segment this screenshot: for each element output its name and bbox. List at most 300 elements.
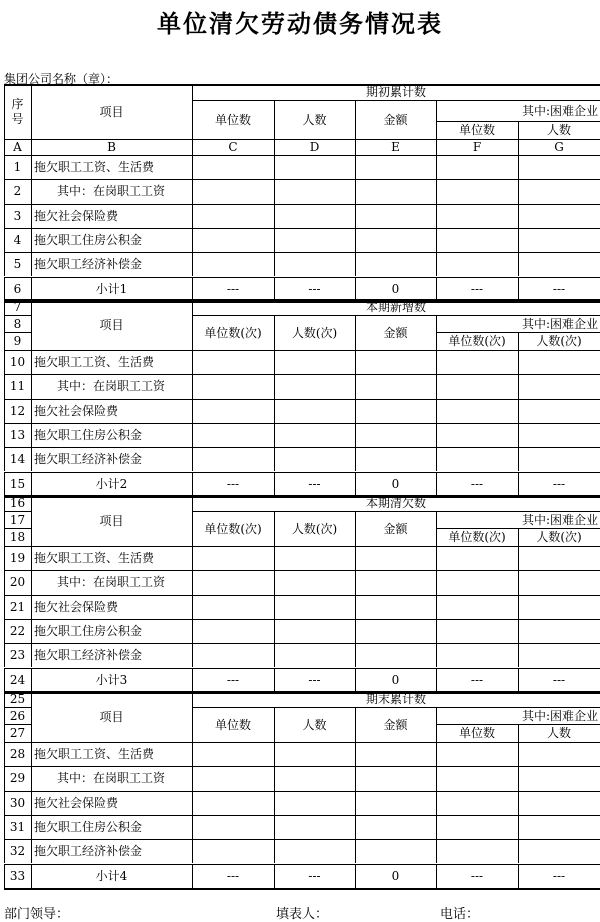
value-cell [274, 350, 355, 374]
value-cell: 0 [391, 672, 400, 687]
grid-line [4, 374, 5, 398]
grid-line [436, 447, 437, 471]
dept-leader-label: 部门领导： [4, 907, 70, 922]
grid-line [436, 228, 437, 252]
grid-line [436, 252, 437, 276]
grid-line [4, 228, 5, 252]
grid-line [274, 707, 275, 742]
item-label: 拖欠社会保险费 [34, 208, 119, 223]
grid-line [355, 570, 356, 594]
grid-line [31, 139, 32, 155]
seq-cell: 31 [9, 820, 26, 835]
value-cell [274, 252, 355, 276]
grid-line [436, 864, 437, 888]
grid-line [31, 595, 32, 619]
grid-line [355, 277, 356, 301]
grid-line [192, 643, 193, 667]
grid-line [4, 155, 5, 179]
grid-line [31, 742, 32, 766]
grid-line [31, 619, 32, 643]
grid-line [355, 668, 356, 692]
grid-line [355, 139, 356, 155]
grid-line [436, 511, 437, 546]
value-cell [192, 791, 274, 815]
grid-line [274, 139, 275, 155]
grid-line [436, 350, 437, 374]
grid-line [4, 350, 5, 374]
grid-line [274, 399, 275, 423]
grid-line [274, 204, 275, 228]
grid-line [436, 139, 437, 155]
grid-line [192, 815, 193, 839]
grid-line [192, 546, 193, 570]
value-cell [436, 643, 518, 667]
grid-line [355, 643, 356, 667]
grid-line [518, 643, 519, 667]
value-cell: --- [226, 476, 240, 491]
grid-line [355, 100, 356, 139]
item-label: 其中：在岗职工工资 [57, 184, 166, 199]
seq-cell: 7 [13, 300, 22, 314]
grid-line [4, 299, 5, 350]
grid-line [31, 350, 32, 374]
grid-line [31, 766, 32, 790]
seq-cell: 12 [9, 403, 26, 418]
value-cell: --- [552, 672, 566, 687]
grid-line [192, 495, 193, 546]
grid-line [192, 791, 193, 815]
grid-line [31, 399, 32, 423]
grid-line [518, 423, 519, 447]
value-cell [192, 643, 274, 667]
column-header: 人数(次) [291, 325, 338, 340]
phone-label: 电话： [440, 907, 480, 922]
value-cell [274, 619, 355, 643]
grid-line [355, 155, 356, 179]
value-cell [518, 619, 600, 643]
seq-cell: 18 [9, 530, 26, 544]
item-header: 项目 [99, 513, 124, 528]
value-cell [518, 742, 600, 766]
value-cell [192, 204, 274, 228]
value-cell [192, 815, 274, 839]
column-letter: F [472, 140, 482, 154]
item-label: 其中：在岗职工工资 [57, 771, 166, 786]
grid-line [436, 374, 437, 398]
grid-line [192, 472, 193, 496]
grid-line [4, 252, 5, 276]
value-cell: --- [470, 281, 484, 296]
grid-line [274, 315, 275, 350]
value-cell [274, 204, 355, 228]
grid-line [31, 495, 32, 546]
grid-line [518, 791, 519, 815]
item-label: 拖欠职工住房公积金 [34, 428, 143, 443]
grid-line [274, 179, 275, 203]
grid-line [4, 299, 600, 301]
seq-cell: 10 [9, 355, 26, 370]
grid-line [355, 707, 356, 742]
grid-line [192, 766, 193, 790]
grid-line [192, 100, 600, 101]
grid-line [274, 277, 275, 301]
value-cell: --- [470, 672, 484, 687]
grid-line [31, 570, 32, 594]
grid-line [355, 179, 356, 203]
grid-line [4, 839, 5, 863]
grid-line [4, 815, 5, 839]
grid-line [436, 546, 437, 570]
grid-line [436, 570, 437, 594]
grid-line [518, 528, 519, 546]
value-cell [518, 350, 600, 374]
grid-line [192, 299, 193, 350]
column-letter: B [107, 140, 116, 154]
value-cell [274, 839, 355, 863]
value-cell: --- [470, 868, 484, 883]
grid-line [31, 179, 32, 203]
grid-line [355, 315, 356, 350]
grid-line [436, 839, 437, 863]
grid-line [518, 766, 519, 790]
grid-line [355, 374, 356, 398]
value-cell [436, 204, 518, 228]
grid-line [192, 570, 193, 594]
grid-line [274, 815, 275, 839]
value-cell [355, 252, 436, 276]
grid-line [192, 595, 193, 619]
seq-header: 序 号 [11, 97, 24, 126]
item-label: 拖欠职工住房公积金 [34, 820, 143, 835]
value-cell [274, 399, 355, 423]
grid-line [4, 423, 5, 447]
item-label: 拖欠社会保险费 [34, 599, 119, 614]
value-cell [518, 447, 600, 471]
grid-line [4, 724, 31, 725]
grid-line [4, 691, 600, 693]
value-cell [518, 228, 600, 252]
grid-line [4, 766, 5, 790]
value-cell [436, 546, 518, 570]
seq-cell: 9 [13, 334, 22, 348]
value-cell [518, 766, 600, 790]
grid-line [192, 742, 193, 766]
hard-column-header: 人数(次) [536, 530, 582, 544]
grid-line [355, 511, 356, 546]
value-cell: --- [308, 281, 321, 296]
seq-cell: 25 [9, 692, 26, 706]
value-cell [355, 742, 436, 766]
column-letter: A [13, 140, 22, 154]
subtotal-label: 小计3 [95, 672, 128, 687]
grid-line [274, 643, 275, 667]
grid-line [4, 204, 5, 228]
hard-column-header: 单位数(次) [448, 334, 506, 348]
value-cell [274, 742, 355, 766]
grid-line [518, 374, 519, 398]
value-cell [436, 447, 518, 471]
value-cell [355, 766, 436, 790]
column-header: 金额 [383, 717, 408, 732]
seq-cell: 14 [9, 452, 26, 467]
value-cell [518, 252, 600, 276]
grid-line [355, 791, 356, 815]
grid-line [192, 423, 193, 447]
grid-line [436, 791, 437, 815]
seq-cell: 6 [13, 281, 22, 296]
value-cell [436, 228, 518, 252]
value-cell [436, 399, 518, 423]
value-cell [436, 570, 518, 594]
grid-line [4, 277, 5, 301]
grid-line [4, 399, 5, 423]
grid-line [518, 742, 519, 766]
value-cell [436, 374, 518, 398]
column-header: 单位数(次) [204, 521, 262, 536]
grid-line [4, 619, 5, 643]
hard-column-header: 单位数 [458, 726, 495, 740]
seq-cell: 11 [9, 379, 26, 394]
grid-line [31, 643, 32, 667]
grid-line [274, 839, 275, 863]
grid-line [4, 707, 31, 708]
grid-line [192, 252, 193, 276]
grid-line [4, 472, 5, 496]
value-cell [274, 447, 355, 471]
grid-line [518, 228, 519, 252]
value-cell [355, 350, 436, 374]
value-cell [274, 179, 355, 203]
grid-line [355, 864, 356, 888]
grid-line [436, 423, 437, 447]
seq-cell: 13 [9, 428, 26, 443]
item-header: 项目 [99, 709, 124, 724]
grid-line [192, 374, 193, 398]
value-cell [518, 423, 600, 447]
value-cell: --- [552, 868, 566, 883]
seq-cell: 30 [9, 795, 26, 810]
seq-cell: 23 [9, 648, 26, 663]
value-cell [192, 766, 274, 790]
value-cell [436, 350, 518, 374]
grid-line [355, 350, 356, 374]
hard-enterprise-label: 其中:困难企业 [521, 316, 598, 331]
grid-line [4, 179, 5, 203]
value-cell: --- [552, 281, 566, 296]
grid-line [274, 472, 275, 496]
hard-column-header: 人数 [546, 123, 571, 137]
company-name-label: 集团公司名称（章）： [4, 72, 119, 86]
value-cell [355, 204, 436, 228]
group-header: 本期新增数 [365, 300, 426, 314]
grid-line [192, 864, 193, 888]
grid-line [274, 423, 275, 447]
seq-cell: 16 [9, 496, 26, 510]
grid-line [436, 155, 437, 179]
column-letter: E [391, 140, 400, 154]
item-label: 其中：在岗职工工资 [57, 379, 166, 394]
seq-cell: 32 [9, 844, 26, 859]
value-cell [192, 374, 274, 398]
grid-line [192, 447, 193, 471]
grid-line [192, 228, 193, 252]
seq-cell: 3 [13, 208, 22, 223]
seq-cell: 28 [9, 747, 26, 762]
value-cell [192, 399, 274, 423]
column-header: 人数 [302, 717, 327, 732]
grid-line [355, 228, 356, 252]
grid-line [436, 707, 437, 742]
grid-line [436, 668, 437, 692]
subtotal-label: 小计2 [95, 476, 128, 491]
grid-line [192, 179, 193, 203]
value-cell [355, 839, 436, 863]
value-cell [192, 742, 274, 766]
value-cell [192, 595, 274, 619]
grid-line [4, 791, 5, 815]
seq-cell: 5 [13, 257, 22, 272]
grid-line [355, 546, 356, 570]
grid-line [192, 155, 193, 179]
seq-cell: 4 [13, 233, 22, 248]
value-cell: --- [308, 476, 321, 491]
grid-line [31, 252, 32, 276]
seq-cell: 24 [9, 672, 26, 687]
grid-line [31, 84, 32, 139]
grid-line [436, 742, 437, 766]
value-cell [355, 374, 436, 398]
grid-line [518, 815, 519, 839]
value-cell [355, 179, 436, 203]
grid-line [518, 139, 519, 155]
item-header: 项目 [99, 317, 124, 332]
item-label: 拖欠职工工资、生活费 [34, 160, 155, 175]
value-cell [192, 179, 274, 203]
value-cell [192, 423, 274, 447]
hard-column-header: 单位数 [458, 123, 495, 137]
grid-line [274, 546, 275, 570]
page-title: 单位清欠劳动债务情况表 [157, 9, 443, 38]
value-cell [355, 228, 436, 252]
grid-line [192, 707, 600, 708]
grid-line [192, 204, 193, 228]
value-cell [274, 228, 355, 252]
grid-line [274, 570, 275, 594]
grid-line [518, 546, 519, 570]
value-cell: --- [308, 868, 321, 883]
grid-line [31, 668, 32, 692]
grid-line [518, 724, 519, 742]
column-header: 金额 [383, 325, 408, 340]
grid-line [518, 839, 519, 863]
grid-line [436, 277, 437, 301]
grid-line [31, 155, 32, 179]
seq-cell: 21 [9, 599, 26, 614]
grid-line [436, 204, 437, 228]
grid-line [518, 399, 519, 423]
grid-line [274, 619, 275, 643]
seq-cell: 2 [13, 184, 22, 199]
grid-line [192, 277, 193, 301]
value-cell [274, 423, 355, 447]
grid-line [518, 570, 519, 594]
value-cell: --- [308, 672, 321, 687]
grid-line [4, 495, 600, 497]
grid-line [274, 668, 275, 692]
grid-line [4, 668, 5, 692]
grid-line [274, 742, 275, 766]
grid-line [355, 766, 356, 790]
grid-line [518, 252, 519, 276]
grid-line [4, 332, 31, 333]
column-header: 单位数 [214, 717, 251, 732]
grid-line [436, 315, 437, 350]
grid-line [436, 766, 437, 790]
value-cell [518, 546, 600, 570]
grid-line [518, 864, 519, 888]
value-cell [436, 815, 518, 839]
value-cell [274, 791, 355, 815]
grid-line [355, 399, 356, 423]
hard-column-header: 人数 [546, 726, 571, 740]
grid-line [355, 447, 356, 471]
grid-line [436, 472, 437, 496]
grid-line [31, 839, 32, 863]
value-cell [355, 643, 436, 667]
grid-line [31, 691, 32, 742]
grid-line [31, 815, 32, 839]
value-cell [355, 815, 436, 839]
grid-line [31, 204, 32, 228]
grid-line [518, 350, 519, 374]
grid-line [31, 447, 32, 471]
value-cell [355, 546, 436, 570]
grid-line [355, 472, 356, 496]
grid-line [274, 791, 275, 815]
value-cell: --- [470, 476, 484, 491]
column-header: 金额 [383, 112, 408, 127]
item-label: 拖欠社会保险费 [34, 403, 119, 418]
value-cell [192, 228, 274, 252]
value-cell [355, 595, 436, 619]
grid-line [274, 350, 275, 374]
grid-line [518, 447, 519, 471]
value-cell [274, 546, 355, 570]
value-cell [274, 155, 355, 179]
grid-line [274, 100, 275, 139]
value-cell [518, 399, 600, 423]
value-cell [518, 570, 600, 594]
grid-line [31, 791, 32, 815]
grid-line [4, 864, 5, 888]
grid-line [436, 815, 437, 839]
grid-line [4, 742, 5, 766]
subtotal-label: 小计1 [95, 281, 128, 296]
value-cell [436, 742, 518, 766]
filler-label: 填表人： [276, 907, 329, 922]
item-label: 拖欠职工经济补偿金 [34, 844, 143, 859]
column-letter: D [309, 140, 320, 154]
column-letter: G [554, 140, 564, 154]
grid-line [436, 179, 437, 203]
item-label: 拖欠职工工资、生活费 [34, 747, 155, 762]
grid-line [4, 511, 31, 512]
grid-line [192, 691, 193, 742]
grid-line [192, 511, 600, 512]
grid-line [192, 315, 600, 316]
grid-line [31, 374, 32, 398]
item-label: 拖欠职工住房公积金 [34, 624, 143, 639]
